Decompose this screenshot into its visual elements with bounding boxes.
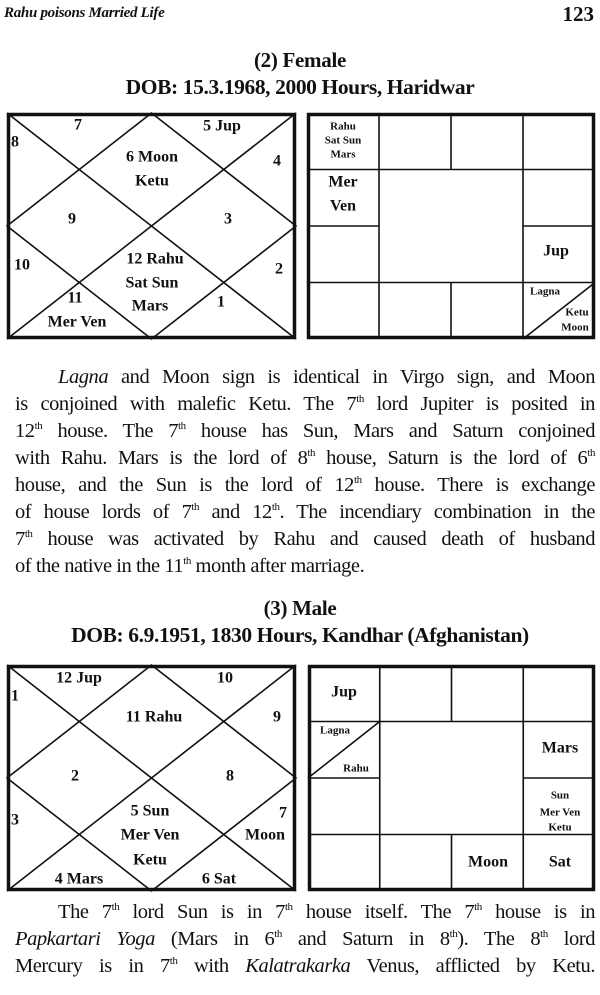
text-run: Mercury is in 7 <box>15 955 170 977</box>
north-house-label: Ketu <box>133 851 167 869</box>
superscript: th <box>474 901 482 913</box>
superscript: th <box>307 447 316 459</box>
text-line <box>15 445 595 472</box>
superscript: th <box>111 901 120 913</box>
north-house-label: 7 <box>279 804 287 822</box>
text-run: house is in <box>481 901 595 923</box>
text-run: of the native in the 11 <box>15 555 184 577</box>
south-sign-label: Mars <box>330 148 356 161</box>
superscript: th <box>540 928 548 940</box>
superscript: th <box>353 474 362 486</box>
text-line <box>15 526 595 553</box>
north-house-label: Mer Ven <box>47 313 107 331</box>
text-run: 12 <box>15 420 35 442</box>
case-3-title: (3) Male <box>263 596 337 620</box>
north-house-label: 9 <box>273 708 281 726</box>
south-sign-label: Ven <box>329 197 357 215</box>
superscript: th <box>284 901 293 913</box>
north-house-label: 4 <box>273 152 281 170</box>
south-sign-label: Mer Ven <box>539 806 581 819</box>
text-run: is conjoined with malefic Ketu. The 7 <box>15 393 357 415</box>
north-house-label: Mer Ven <box>120 826 180 844</box>
south-sign-label: Sat Sun <box>324 134 362 147</box>
north-house-label: 12 Jup <box>56 669 102 687</box>
south-sign-label: Moon <box>468 853 508 871</box>
north-house-label: 4 Mars <box>54 870 104 888</box>
superscript: th <box>356 393 364 405</box>
text-run: with Rahu. Mars is the lord of 8 <box>15 447 308 469</box>
superscript: th <box>183 555 191 567</box>
north-house-label: Sat Sun <box>125 274 179 292</box>
superscript: th <box>178 420 186 432</box>
text-run: month after marriage. <box>190 555 365 577</box>
case-3-paragraph <box>15 899 595 980</box>
chapter-title: Rahu poisons Married Life <box>4 5 165 21</box>
north-house-label: 10 <box>14 256 30 274</box>
text-line <box>15 553 595 580</box>
south-indian-chart-case-2 <box>307 113 595 339</box>
south-sign-label: Lagna <box>530 285 560 298</box>
superscript: th <box>169 955 178 967</box>
south-sign-label: Moon <box>561 321 589 334</box>
text-run: and Moon sign is identical in Virgo sign, and Moon <box>108 366 595 388</box>
italic-term: Kalatrakarka <box>245 955 351 977</box>
north-house-label: 1 <box>217 293 225 311</box>
superscript: th <box>587 447 596 459</box>
text-run: lord <box>547 928 595 950</box>
superscript: th <box>24 528 33 540</box>
north-house-label: 10 <box>217 669 233 687</box>
north-house-label: 8 <box>226 767 234 785</box>
text-run: house. There is exchange <box>361 474 595 496</box>
north-house-label: Moon <box>245 826 285 844</box>
north-house-label: 6 Moon <box>126 148 178 166</box>
superscript: th <box>191 501 200 513</box>
text-run: house was activated by Rahu and caused death of husband <box>32 528 595 550</box>
text-run: Venus, afflicted by Ketu. <box>350 955 595 977</box>
south-sign-label: Rahu <box>330 120 356 133</box>
text-line <box>15 391 595 418</box>
text-line <box>15 364 595 391</box>
text-run: and Saturn in 8 <box>281 928 450 950</box>
text-run: of house lords of 7 <box>15 501 192 523</box>
north-house-label: 2 <box>71 767 79 785</box>
text-line <box>15 926 595 953</box>
text-run: lord Jupiter is posited in <box>363 393 595 415</box>
south-sign-label: Ketu <box>565 306 589 319</box>
case-2-paragraph <box>15 364 595 580</box>
text-run: house itself. The 7 <box>292 901 475 923</box>
italic-term: Lagna <box>58 366 109 388</box>
text-run: The 7 <box>58 901 112 923</box>
text-run: . The incendiary combination in the <box>279 501 595 523</box>
north-house-label: 11 <box>67 289 83 307</box>
superscript: th <box>271 501 280 513</box>
page-number: 123 <box>562 2 594 26</box>
italic-term: Papkartari Yoga <box>15 928 155 950</box>
case-3-dob: DOB: 6.9.1951, 1830 Hours, Kandhar (Afghanistan) <box>71 623 529 647</box>
north-house-label: Ketu <box>135 172 169 190</box>
south-sign-label: Mars <box>541 739 579 757</box>
superscript: th <box>34 420 43 432</box>
north-house-label: 6 Sat <box>201 870 237 888</box>
text-run: and 12 <box>199 501 272 523</box>
north-house-label: 3 <box>224 210 232 228</box>
north-indian-chart-case-2 <box>7 113 296 339</box>
north-house-label: 5 Sun <box>130 802 170 820</box>
text-run: house. The 7 <box>42 420 179 442</box>
south-sign-label: Sun <box>550 789 570 802</box>
south-sign-label: Lagna <box>320 724 350 737</box>
south-sign-label: Jup <box>331 683 357 701</box>
text-line <box>15 899 595 926</box>
south-sign-label: Ketu <box>548 821 572 834</box>
north-house-label: 8 <box>11 133 19 151</box>
north-house-label: 3 <box>11 811 19 829</box>
south-sign-label: Sat <box>548 853 572 871</box>
north-house-label: Mars <box>131 297 169 315</box>
text-run: (Mars in 6 <box>154 928 275 950</box>
north-house-label: 9 <box>68 210 76 228</box>
text-run: house has Sun, Mars and Saturn conjoined <box>185 420 595 442</box>
south-sign-label: Mer <box>328 173 358 191</box>
north-house-label: 7 <box>74 116 82 134</box>
text-run: 7 <box>15 528 25 550</box>
superscript: th <box>449 928 458 940</box>
case-2-title: (2) Female <box>253 48 347 72</box>
south-indian-chart-case-3 <box>308 665 595 891</box>
south-sign-label: Jup <box>543 242 569 260</box>
north-house-label: 2 <box>275 260 283 278</box>
superscript: th <box>274 928 282 940</box>
text-line <box>15 499 595 526</box>
text-run: house, and the Sun is the lord of 12 <box>15 474 354 496</box>
text-line <box>15 418 595 445</box>
text-run: with <box>177 955 246 977</box>
text-run: ). The 8 <box>457 928 541 950</box>
south-sign-label: Rahu <box>343 762 369 775</box>
text-run: house, Saturn is the lord of 6 <box>315 447 588 469</box>
text-line <box>15 953 595 980</box>
north-house-label: 5 Jup <box>203 117 241 135</box>
north-house-label: 12 Rahu <box>126 250 184 268</box>
text-line <box>15 472 595 499</box>
north-house-label: 1 <box>11 687 19 705</box>
case-2-dob: DOB: 15.3.1968, 2000 Hours, Haridwar <box>125 75 475 99</box>
north-indian-chart-case-3 <box>7 665 296 891</box>
north-house-label: 11 Rahu <box>125 708 183 726</box>
text-run: lord Sun is in 7 <box>119 901 285 923</box>
